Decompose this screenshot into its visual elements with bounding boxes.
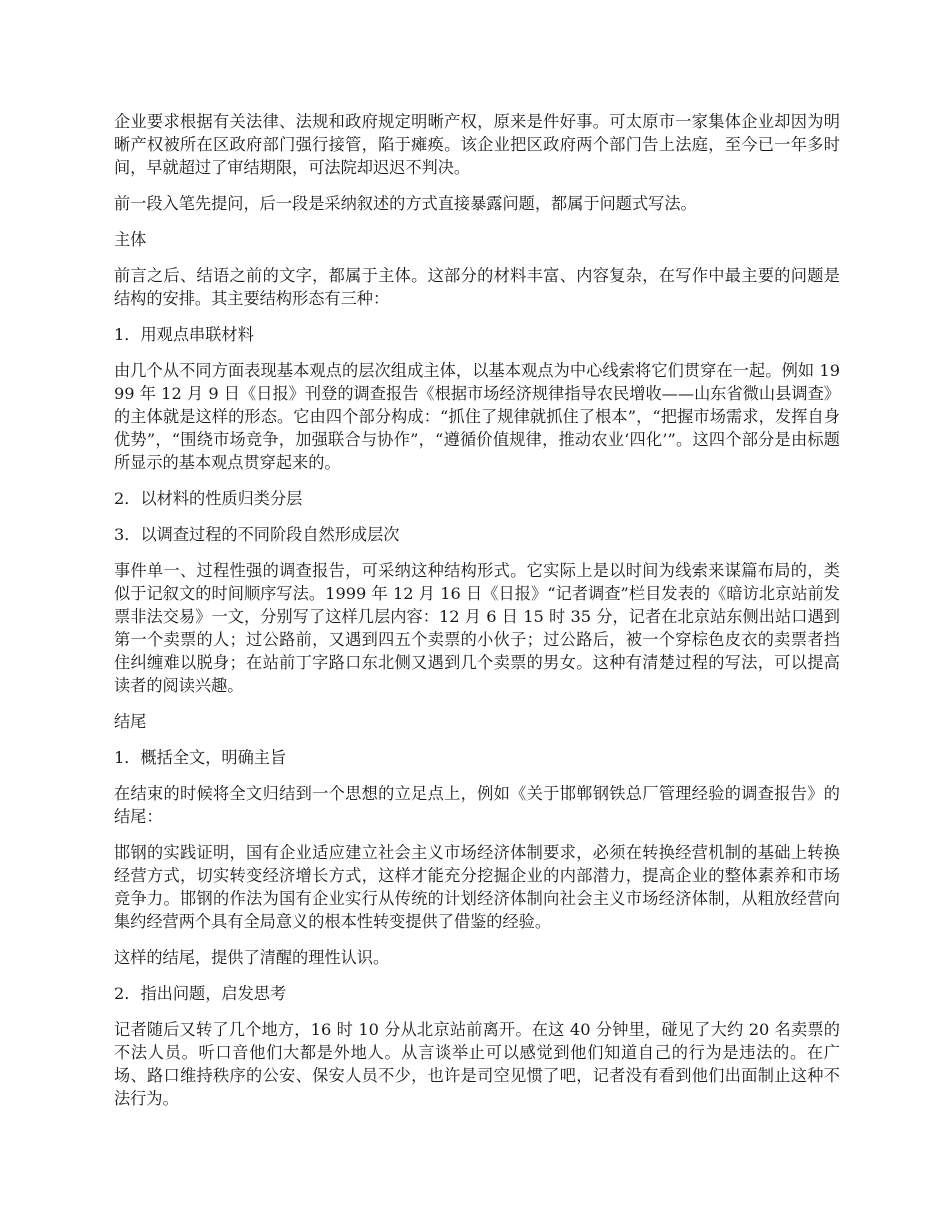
subheading-ending-2: 2．指出问题，启发思考 xyxy=(114,984,287,1003)
section-heading-body: 主体 xyxy=(114,230,147,249)
paragraph-ending-comment: 这样的结尾，提供了清醒的理性认识。 xyxy=(114,948,390,967)
paragraph-body-intro: 前言之后、结语之前的文字，都属于主体。这部分的材料丰富、内容复杂，在写作中最主要的问题是结构的安排。其主要结构形态有三种： xyxy=(114,266,840,308)
subheading-ending-1: 1．概括全文，明确主旨 xyxy=(114,748,287,767)
paragraph-ending-1: 在结束的时候将全文归结到一个思想的立足点上，例如《关于邯郸钢铁总厂管理经验的调查报告》的结尾： xyxy=(114,784,840,826)
document-body xyxy=(114,110,840,1123)
paragraph-ending-2: 记者随后又转了几个地方，16 时 10 分从北京站前离开。在这 40 分钟里，碰见了大约 20 名卖票的不法人员。听口音他们大都是外地人。从言谈举止可以感觉到他们知道自己的行为是违法的。在广场、路口维持秩序的公安、保安人员不少，也许是司空见惯了吧，记者没有看到他们出面制止这种不法行为。 xyxy=(114,1020,840,1108)
section-heading-ending: 结尾 xyxy=(114,712,147,731)
paragraph-intro-example: 企业要求根据有关法律、法规和政府规定明晰产权，原来是件好事。可太原市一家集体企业却因为明晰产权被所在区政府部门强行接管，陷于瘫痪。该企业把区政府两个部门告上法庭，至今已一年多时间，早就超过了审结期限，可法院却迟迟不判决。 xyxy=(114,112,840,177)
subheading-3: 3．以调查过程的不同阶段自然形成层次 xyxy=(114,525,400,544)
subheading-2: 2．以材料的性质归类分层 xyxy=(114,489,303,508)
paragraph-intro-comment: 前一段入笔先提问，后一段是采纳叙述的方式直接暴露问题，都属于问题式写法。 xyxy=(114,194,697,213)
paragraph-ending-quote: 邯钢的实践证明，国有企业适应建立社会主义市场经济体制要求，必须在转换经营机制的基础上转换经营方式，切实转变经济增长方式，这样才能充分挖掘企业的内部潜力，提高企业的整体素养和市场竞争力。邯钢的作法为国有企业实行从传统的计划经济体制向社会主义市场经济体制，从粗放经营向集约经营两个具有全局意义的根本性转变提供了借鉴的经验。 xyxy=(114,843,840,931)
paragraph-structure-3: 事件单一、过程性强的调查报告，可采纳这种结构形式。它实际上是以时间为线索来谋篇布局的，类似于记叙文的时间顺序写法。1999 年 12 月 16 日《日报》“记者调查”栏目发表的《暗访北京站前发票非法交易》一文，分别写了这样几层内容：12 月 6 日 15 时 35 分，记者在北京站东侧出站口遇到第一个卖票的人；过公路前，又遇到四五个卖票的小伙子；过公路后，被一个穿棕色皮衣的卖票者挡住纠缠难以脱身；在站前丁字路口东北侧又遇到几个卖票的男女。这种有清楚过程的写法，可以提高读者的阅读兴趣。 xyxy=(114,561,840,695)
subheading-1: 1．用观点串联材料 xyxy=(114,325,254,344)
paragraph-structure-1: 由几个从不同方面表现基本观点的层次组成主体，以基本观点为中心线索将它们贯穿在一起。例如 1999 年 12 月 9 日《日报》刊登的调查报告《根据市场经济规律指导农民增收——山东省微山县调查》的主体就是这样的形态。它由四个部分构成：“抓住了规律就抓住了根本”，“把握市场需求，发挥自身优势”，“围绕市场竞争，加强联合与协作”，“遵循价值规律，推动农业‘四化’”。这四个部分是由标题所显示的基本观点贯穿起来的。 xyxy=(114,361,840,472)
